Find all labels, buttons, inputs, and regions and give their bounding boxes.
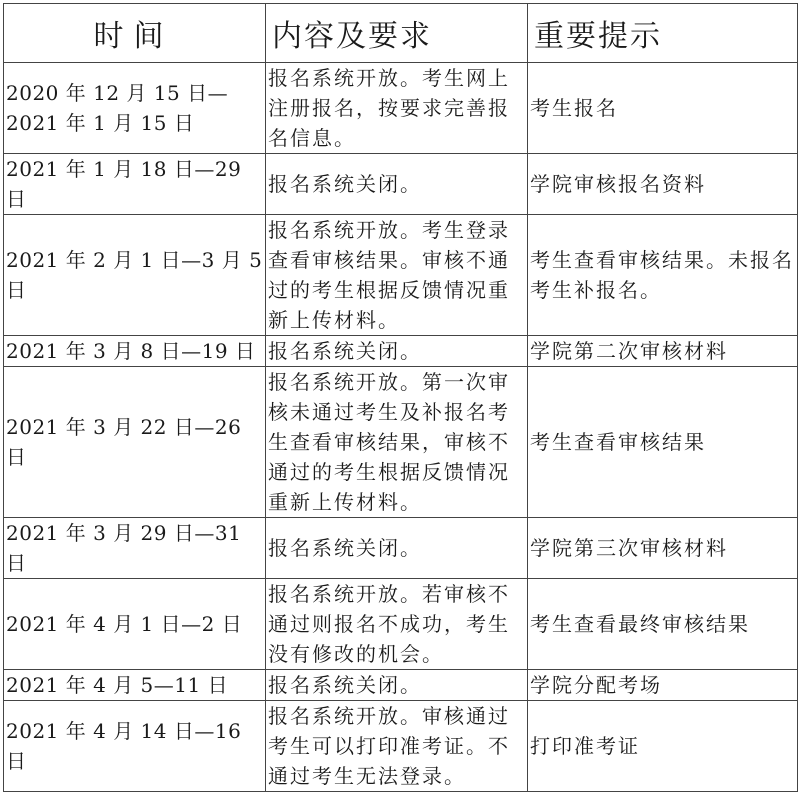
table-row — [4, 215, 798, 336]
note-cell: 打印准考证 — [528, 701, 798, 792]
table-row — [4, 701, 798, 792]
time-cell: 2021 年 3 月 8 日—19 日 — [4, 336, 266, 367]
table-row — [4, 336, 798, 367]
table-row — [4, 154, 798, 215]
content-cell: 报名系统开放。若审核不通过则报名不成功，考生没有修改的机会。 — [266, 579, 528, 670]
time-cell: 2021 年 1 月 18 日—29 日 — [4, 154, 266, 215]
table-row — [4, 63, 798, 154]
table-row — [4, 518, 798, 579]
note-cell: 学院审核报名资料 — [528, 154, 798, 215]
note-cell: 学院分配考场 — [528, 670, 798, 701]
content-cell: 报名系统关闭。 — [266, 336, 528, 367]
header-time: 时间 — [4, 4, 266, 63]
content-cell: 报名系统关闭。 — [266, 670, 528, 701]
note-cell: 考生查看最终审核结果 — [528, 579, 798, 670]
note-cell: 考生查看审核结果。未报名考生补报名。 — [528, 215, 798, 336]
table-row — [4, 367, 798, 518]
time-cell: 2021 年 3 月 22 日—26 日 — [4, 367, 266, 518]
time-cell: 2021 年 4 月 1 日—2 日 — [4, 579, 266, 670]
content-cell: 报名系统开放。审核通过考生可以打印准考证。不通过考生无法登录。 — [266, 701, 528, 792]
time-cell: 2020 年 12 月 15 日—2021 年 1 月 15 日 — [4, 63, 266, 154]
content-cell: 报名系统开放。考生登录查看审核结果。审核不通过的考生根据反馈情况重新上传材料。 — [266, 215, 528, 336]
header-note: 重要提示 — [528, 4, 798, 63]
content-cell: 报名系统关闭。 — [266, 518, 528, 579]
note-cell: 学院第二次审核材料 — [528, 336, 798, 367]
time-cell: 2021 年 3 月 29 日—31 日 — [4, 518, 266, 579]
table-row — [4, 670, 798, 701]
schedule-table — [3, 3, 798, 792]
note-cell: 考生报名 — [528, 63, 798, 154]
time-cell: 2021 年 4 月 5—11 日 — [4, 670, 266, 701]
note-cell: 学院第三次审核材料 — [528, 518, 798, 579]
note-cell: 考生查看审核结果 — [528, 367, 798, 518]
content-cell: 报名系统开放。第一次审核未通过考生及补报名考生查看审核结果，审核不通过的考生根据反馈情况重新上传材料。 — [266, 367, 528, 518]
header-content: 内容及要求 — [266, 4, 528, 63]
table-row — [4, 579, 798, 670]
content-cell: 报名系统开放。考生网上注册报名，按要求完善报名信息。 — [266, 63, 528, 154]
time-cell: 2021 年 2 月 1 日—3 月 5 日 — [4, 215, 266, 336]
table-header-row — [4, 4, 798, 63]
content-cell: 报名系统关闭。 — [266, 154, 528, 215]
time-cell: 2021 年 4 月 14 日—16 日 — [4, 701, 266, 792]
